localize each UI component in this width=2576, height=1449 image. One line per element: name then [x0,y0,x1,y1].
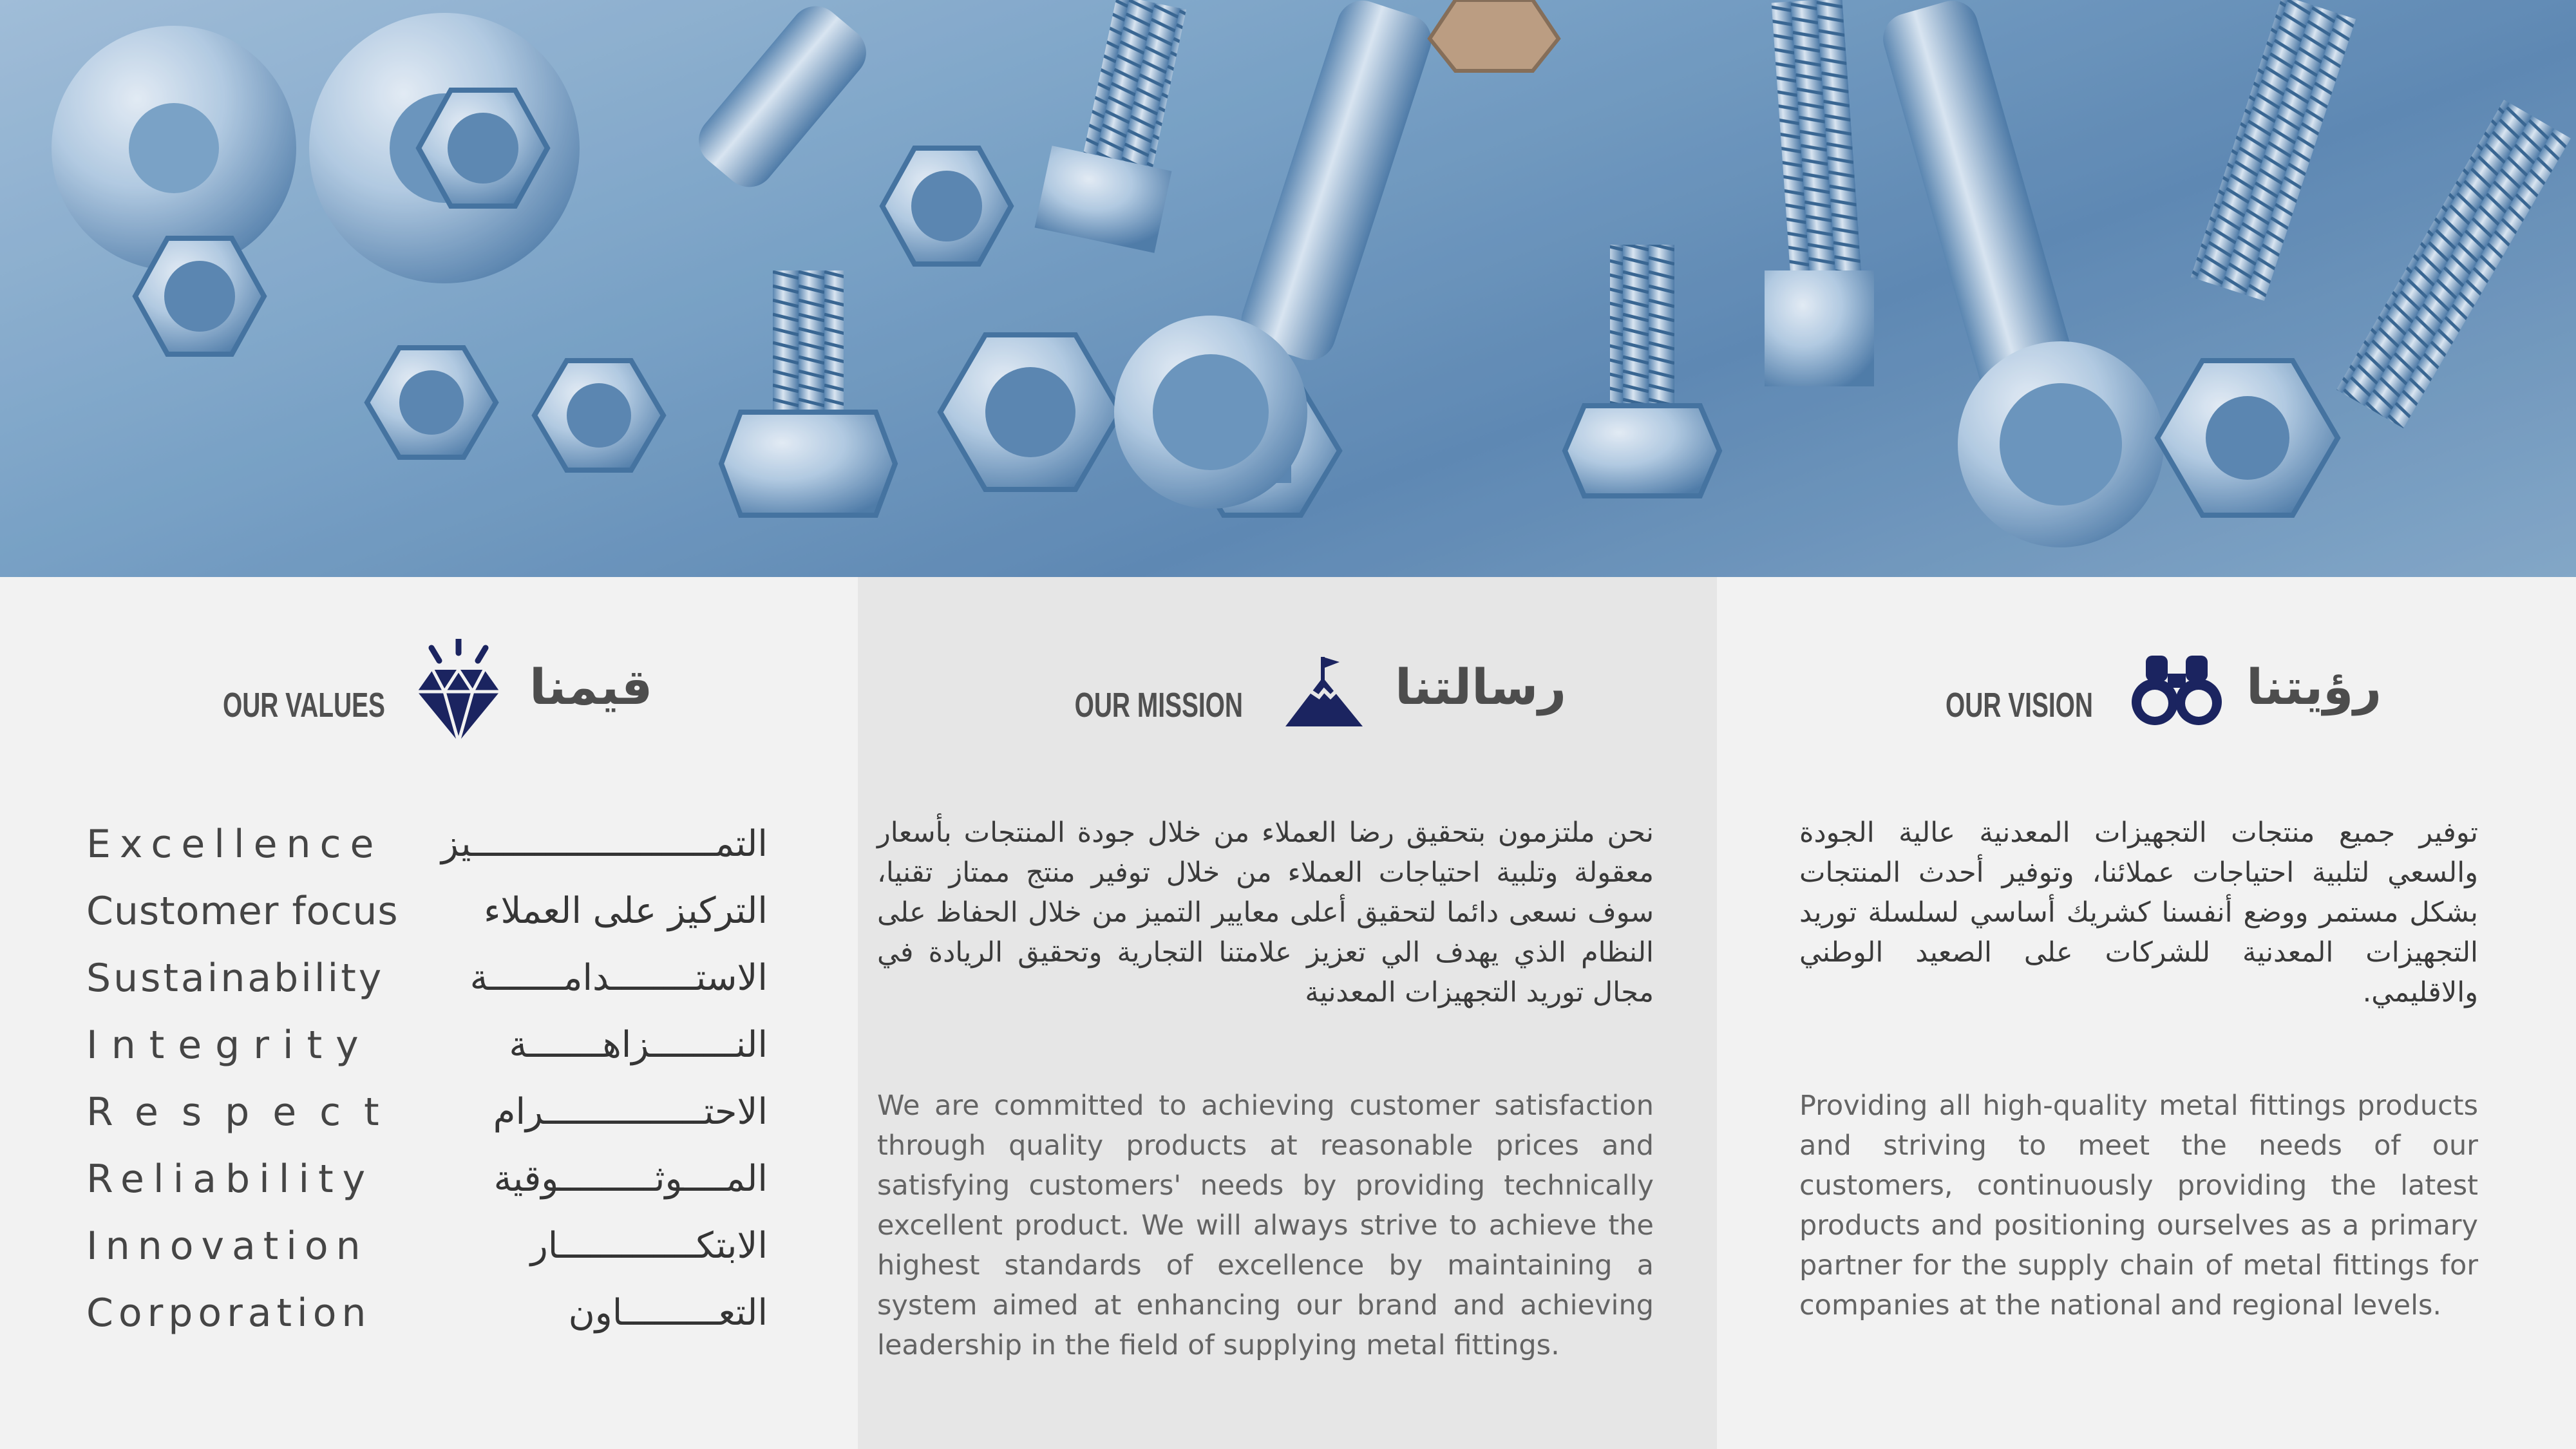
value-en-excellence: Excellence [86,822,383,867]
metal-parts-illustration [0,0,2576,577]
vision-text-ar: توفير جميع منتجات التجهيزات المعدنية عالية الجودة والسعي لتلبية احتياجات عملائنا، وتوفير أحدث المنتجات بشكل مستمر ووضع أنفسنا كشريك أساسي لسلسلة توريد التجهيزات المعدنية للشركات على الصعيد الوطني والاقليمي. [1799,817,2478,1009]
value-en-corporation: Corporation [86,1291,372,1336]
value-ar-innovation: الابتكـــــــــــــار [530,1225,768,1267]
value-en-customer-focus: Customer focus [86,889,399,934]
vision-title-en: OUR VISION [1946,686,2093,724]
value-en-respect: Respect [86,1090,402,1135]
vision-text-en: Providing all high-quality metal fittings products and striving to meet the needs of our customers, continuously providing the latest products and positioning ourselves as a primary partner for the supply chain of metal fittings for companies at the national and regional levels. [1799,1090,2478,1321]
value-ar-respect: الاحتـــــــــــــــرام [493,1091,768,1133]
binoculars-icon [2132,654,2222,726]
mission-section [858,577,1717,1449]
value-ar-customer-focus: التركيز على العملاء [484,890,768,932]
values-title-en: OUR VALUES [222,686,385,724]
value-ar-excellence: التمـــــــــــــــــــــــيز [440,823,768,865]
value-en-sustainability: Sustainability [86,956,384,1001]
mission-title-en: OUR MISSION [1074,686,1243,724]
value-ar-reliability: المــــوثـــــــــوقية [493,1158,768,1200]
diamond-icon [413,639,504,742]
value-en-innovation: Innovation [86,1224,368,1269]
mission-title-ar: رسالتنا [1395,658,1567,715]
values-section [0,577,858,1449]
mission-text-en: We are committed to achieving customer satisfaction through quality products at reasonable prices and satisfying customers' needs by providing technically excellent product. We will always strive to achieve the highest standards of excellence by maintaining a system aimed at enhancing our brand and achieving leadership in the field of supplying metal fittings. [877,1090,1654,1361]
vision-title-ar: رؤيتنا [2246,658,2382,715]
mountain-flag-icon [1285,654,1363,726]
hero-image [0,0,2576,577]
vision-section [1717,577,2576,1449]
values-title-ar: قيمنا [529,658,653,715]
value-ar-corporation: التعـــــــــاون [568,1292,768,1334]
value-ar-sustainability: الاستــــــــدامـــــــة [469,957,768,999]
value-ar-integrity: النــــــــزاهـــــــة [509,1024,768,1066]
value-en-integrity: Integrity [86,1023,372,1068]
value-en-reliability: Reliability [86,1157,375,1202]
mission-text-ar: نحن ملتزمون بتحقيق رضا العملاء من خلال جودة المنتجات بأسعار معقولة وتلبية احتياجات العملاء من خلال توفير منتج ممتاز تقنيا، سوف نسعى دائما لتحقيق أعلى معايير التميز من خلال الحفاظ على النظام الذي يهدف الي تعزيز علامتنا التجارية وتحقيق الريادة في مجال توريد التجهيزات المعدنية [877,817,1654,1009]
